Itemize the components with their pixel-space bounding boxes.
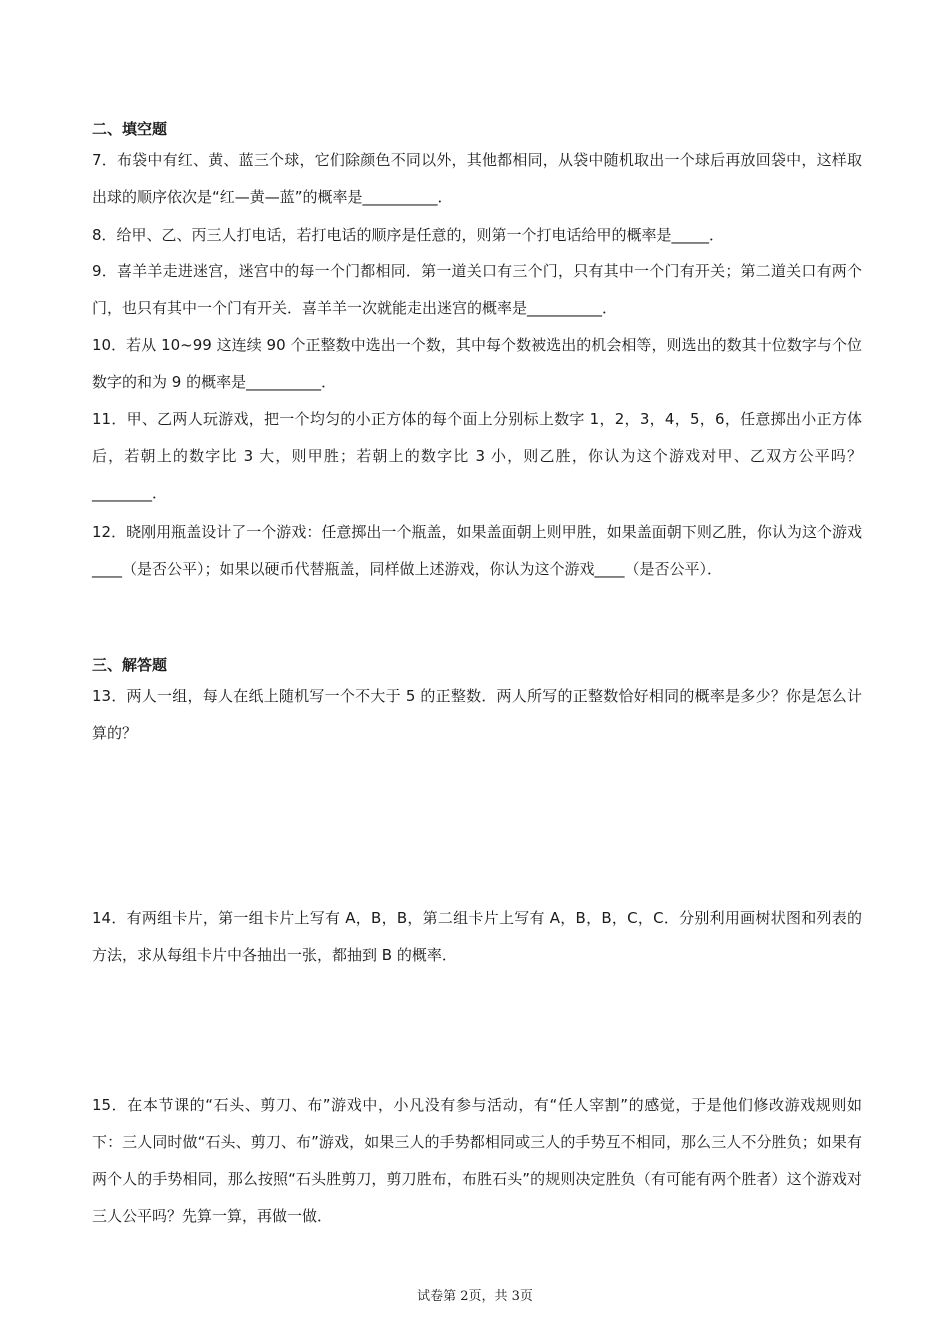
question-12: 12．晓刚用瓶盖设计了一个游戏：任意掷出一个瓶盖，如果盖面朝上则甲胜，如果盖面朝下则乙胜，你认为这个游戏____（是否公平）；如果以硬币代替瓶盖，同样做上述游戏，你认为这个游戏____（是否公平）． (92, 523, 862, 578)
question-9: 9．喜羊羊走进迷宫，迷宫中的每一个门都相同．第一道关口有三个门，只有其中一个门有开关；第二道关口有两个门，也只有其中一个门有开关．喜羊羊一次就能走出迷宫的概率是__________． (92, 262, 862, 317)
section-answer-title: 三、解答题 (92, 656, 168, 674)
question-14: 14．有两组卡片，第一组卡片上写有 A，B，B，第二组卡片上写有 A，B，B，C，C．分别利用画树状图和列表的方法，求从每组卡片中各抽出一张，都抽到 B 的概率． (92, 909, 862, 964)
question-10: 10．若从 10~99 这连续 90 个正整数中选出一个数，其中每个数被选出的机会相等，则选出的数其十位数字与个位数字的和为 9 的概率是__________． (92, 336, 862, 391)
question-7: 7．布袋中有红、黄、蓝三个球，它们除颜色不同以外，其他都相同，从袋中随机取出一个球后再放回袋中，这样取出球的顺序依次是“红—黄—蓝”的概率是__________． (92, 151, 862, 206)
section-fill-in-title: 二、填空题 (92, 120, 168, 138)
page-footer: 试卷第 2页，共 3页 (417, 1289, 533, 1304)
question-13: 13．两人一组，每人在纸上随机写一个不大于 5 的正整数．两人所写的正整数恰好相同的概率是多少？你是怎么计算的？ (92, 687, 862, 742)
question-15: 15．在本节课的“石头、剪刀、布”游戏中，小凡没有参与活动，有“任人宰割”的感觉，于是他们修改游戏规则如下：三人同时做“石头、剪刀、布”游戏，如果三人的手势都相同或三人的手势互不相同，那么三人不分胜负；如果有两个人的手势相同，那么按照“石头胜剪刀，剪刀胜布，布胜石头”的规则决定胜负（有可能有两个胜者）这个游戏对三人公平吗？先算一算，再做一做． (92, 1096, 862, 1225)
question-8: 8．给甲、乙、丙三人打电话，若打电话的顺序是任意的，则第一个打电话给甲的概率是_____． (92, 226, 725, 244)
question-11: 11．甲、乙两人玩游戏，把一个均匀的小正方体的每个面上分别标上数字 1，2，3，4，5，6，任意掷出小正方体后，若朝上的数字比 3 大，则甲胜；若朝上的数字比 3 小，则乙胜，你认为这个游戏对甲、乙双方公平吗？________． (92, 410, 862, 502)
